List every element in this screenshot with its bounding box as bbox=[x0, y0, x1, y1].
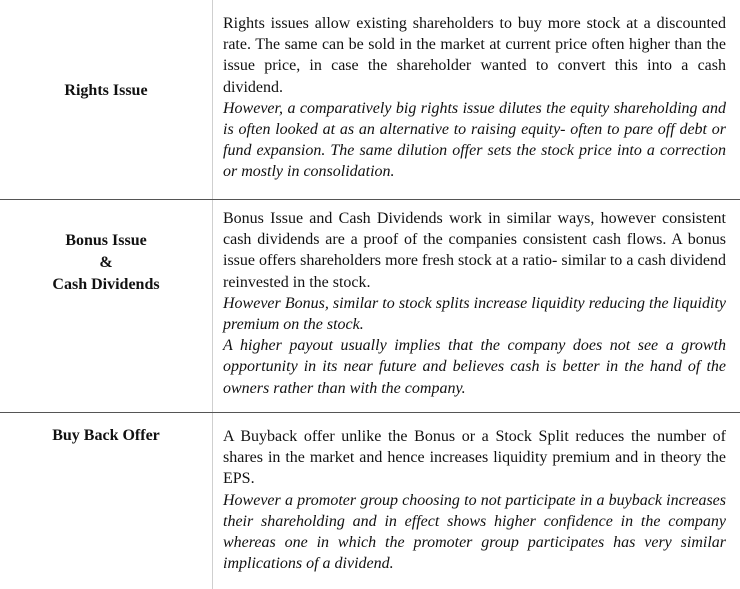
column-divider bbox=[212, 413, 213, 589]
description-paragraph-italic: However, a comparatively big rights issue dilutes the equity shareholding and is often looked at as an alternative to raising equity- often to pare off debt or fund expansion. The same dilution offer sets the stock price into a correction or mostly in consolidation. bbox=[223, 99, 726, 181]
description-paragraph: Rights issues allow existing shareholders to buy more stock at a discounted rate. The same can be sold in the market at current price often higher than the issue price, in case the shareholder wanted to convert this into a cash dividend. bbox=[223, 15, 726, 96]
row-description-buy-back-offer bbox=[223, 426, 726, 574]
row-label-line: Cash Dividends bbox=[52, 276, 160, 293]
row-description-bonus-issue bbox=[223, 208, 726, 399]
row-description-rights-issue bbox=[223, 13, 726, 183]
row-label-line: Rights Issue bbox=[64, 82, 148, 99]
table-row-rights-issue bbox=[0, 0, 740, 199]
table-row-buy-back-offer bbox=[0, 413, 740, 589]
row-label-bonus-issue bbox=[0, 230, 212, 296]
column-divider bbox=[212, 0, 213, 199]
row-label-line: Buy Back Offer bbox=[52, 427, 160, 444]
row-label-buy-back-offer bbox=[0, 425, 212, 447]
description-paragraph-italic: A higher payout usually implies that the company does not see a growth opportunity in its near future and believes cash is better in the hand of the owners rather than with the company. bbox=[223, 337, 726, 397]
description-paragraph: A Buyback offer unlike the Bonus or a Stock Split reduces the number of shares in the market and hence increases liquidity premium and in theory the EPS. bbox=[223, 428, 726, 488]
column-divider bbox=[212, 200, 213, 412]
description-paragraph-italic: However Bonus, similar to stock splits increase liquidity reducing the liquidity premium on the stock. bbox=[223, 294, 726, 334]
description-paragraph-italic: However a promoter group choosing to not participate in a buyback increases their shareholding and in effect shows higher confidence in the company whereas one in which the promoter group participates has very similar implications of a dividend. bbox=[223, 491, 726, 573]
row-label-rights-issue bbox=[0, 80, 212, 102]
row-label-line: & bbox=[99, 254, 113, 271]
table-row-bonus-issue bbox=[0, 200, 740, 412]
description-paragraph: Bonus Issue and Cash Dividends work in similar ways, however consistent cash dividends are a proof of the companies consistent cash flows. A bonus issue offers shareholders more fresh stock at a ratio- similar to a cash dividend reinvested in the stock. bbox=[223, 210, 726, 291]
row-label-line: Bonus Issue bbox=[65, 232, 147, 249]
